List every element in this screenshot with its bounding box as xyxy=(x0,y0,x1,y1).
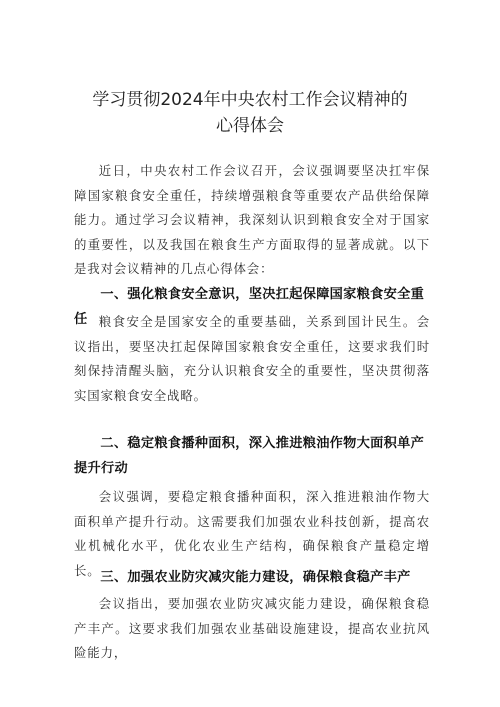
document-title-line-2: 心得体会 xyxy=(216,116,284,136)
section-body-3: 会议指出，要加强农业防灾减灾能力建设，确保粮食稳产丰产。这要求我们加强农业基础设施建设，提高农业抗风险能力， xyxy=(74,596,430,660)
section-heading-3: 三、加强农业防灾减灾能力建设，确保粮食稳产丰产 xyxy=(100,570,411,585)
section-heading-1: 一、强化粮食安全意识，坚决扛起保障国家粮食安全重任 xyxy=(74,287,425,327)
document-title-line-1: 学习贯彻2024年中央农村工作会议精神的 xyxy=(92,90,408,110)
section-body-1: 粮食安全是国家安全的重要基础，关系到国计民生。会议指出，要坚决扛起保障国家粮食安全重任，这要求我们时刻保持清醒头脑，充分认识粮食安全的重要性，坚决贯彻落实国家粮食安全战略。 xyxy=(74,314,430,403)
intro-paragraph: 近日，中央农村工作会议召开，会议强调要坚决扛牢保障国家粮食安全重任，持续增强粮食等重要农产品供给保障能力。通过学习会议精神，我深刻认识到粮食安全对于国家的重要性，以及我国在粮食生产方面取得的显著成就。以下是我对会议精神的几点心得体会： xyxy=(74,163,430,276)
section-heading-2: 二、稳定粮食播种面积，深入推进粮油作物大面积单产提升行动 xyxy=(74,436,425,476)
section-body-2: 会议强调，要稳定粮食播种面积，深入推进粮油作物大面积单产提升行动。这需要我们加强农业科技创新，提高农业机械化水平，优化农业生产结构，确保粮食产量稳定增长。 xyxy=(74,489,430,578)
